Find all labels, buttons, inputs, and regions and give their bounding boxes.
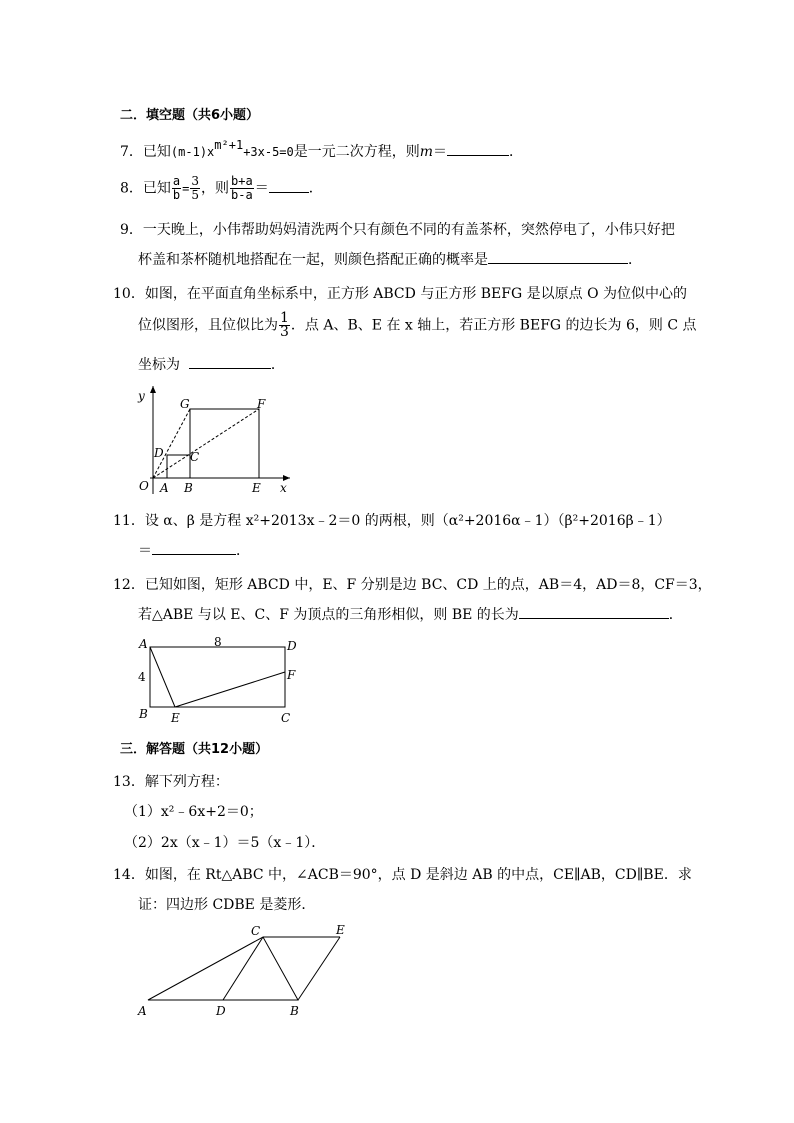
q14-number: 14． — [113, 867, 145, 883]
question-10-line2: 位似图形，且位似比为 $\frac{1}{3}$ ．点 A、B、E 在 x 轴上，若正方形 BEFG 的边长为 6，则 C 点 — [138, 310, 697, 340]
question-12: 12．已知如图，矩形 ABCD 中，E、F 分别是边 BC、CD 上的点，AB＝4，AD＝8，CF＝3， — [113, 577, 712, 593]
q12-figure — [135, 632, 305, 726]
svg-text:F: F — [287, 668, 296, 682]
q14-figure — [130, 920, 360, 1020]
svg-text:G: G — [180, 397, 190, 411]
answer-blank[interactable] — [152, 540, 236, 555]
svg-text:E: E — [252, 481, 261, 495]
svg-text:B: B — [139, 707, 148, 721]
q10-number: 10． — [113, 286, 145, 302]
q7-expression: (m-1)x — [170, 145, 215, 159]
svg-text:B: B — [290, 1004, 299, 1018]
question-10-line3: 坐标为 ． — [138, 354, 285, 374]
question-11-line2: ＝ ． — [138, 540, 250, 560]
q13-part1: （1）x²﹣6x+2＝0； — [124, 804, 263, 820]
svg-text:E: E — [336, 923, 345, 937]
svg-text:8: 8 — [214, 635, 222, 649]
question-9-line2: 杯盖和茶杯随机地搭配在一起，则颜色搭配正确的概率是 ． — [138, 249, 642, 269]
question-14: 14．如图，在 Rt△ABC 中，∠ACB＝90°，点 D 是斜边 AB 的中点，CE∥AB，CD∥BE．求 — [113, 867, 692, 883]
section-solve-title: 三．解答题（共12小题） — [120, 742, 269, 757]
question-14-line2: 证：四边形 CDBE 是菱形． — [138, 897, 316, 913]
q10-figure — [130, 382, 300, 500]
svg-text:B: B — [184, 481, 193, 495]
svg-text:D: D — [154, 446, 164, 460]
answer-blank[interactable] — [189, 354, 271, 369]
section-fill-title: 二．填空题（共6小题） — [120, 108, 260, 123]
svg-text:C: C — [251, 924, 261, 938]
question-10: 10．如图，在平面直角坐标系中，正方形 ABCD 与正方形 BEFG 是以原点 O 为位似中心的 — [113, 286, 688, 302]
answer-blank[interactable] — [269, 178, 309, 193]
answer-blank[interactable] — [447, 141, 509, 156]
question-9: 9．一天晚上，小伟帮助妈妈清洗两个只有颜色不同的有盖茶杯，突然停电了，小伟只好把 — [120, 222, 675, 238]
svg-text:A: A — [139, 637, 148, 651]
svg-text:D: D — [287, 639, 297, 653]
svg-text:A: A — [138, 1004, 147, 1018]
q11-number: 11． — [113, 513, 145, 529]
answer-blank[interactable] — [519, 604, 669, 619]
question-8: 8．已知 $\frac{a}{b}$ = $\frac{3}{5}$ ，则 $\frac{b+a}{b-a}$ ＝ ． — [120, 174, 323, 202]
svg-text:F: F — [257, 397, 266, 411]
q7-number: 7． — [120, 144, 143, 160]
question-7: 7．已知(m-1)xm²+1+3x-5=0是一元二次方程，则m＝ ． — [120, 138, 524, 160]
svg-text:E: E — [171, 711, 180, 725]
svg-text:y: y — [138, 389, 145, 403]
svg-text:O: O — [139, 479, 149, 493]
q8-number: 8． — [120, 180, 143, 197]
question-11: 11．设 α、β 是方程 x²+2013x﹣2＝0 的两根，则（α²+2016α﹣1）（β²+2016β﹣1） — [113, 513, 671, 529]
q12-number: 12． — [113, 577, 145, 593]
q13-number: 13． — [113, 774, 145, 790]
question-13: 13．解下列方程： — [113, 774, 229, 790]
svg-text:D: D — [216, 1004, 226, 1018]
svg-text:A: A — [160, 481, 169, 495]
q9-number: 9． — [120, 222, 143, 238]
answer-blank[interactable] — [488, 249, 628, 264]
question-12-line2: 若△ABE 与以 E、C、F 为顶点的三角形相似，则 BE 的长为 ． — [138, 604, 683, 624]
svg-text:4: 4 — [138, 670, 146, 684]
svg-text:C: C — [281, 711, 291, 725]
svg-text:x: x — [280, 481, 287, 495]
q13-part2: （2）2x（x﹣1）＝5（x﹣1）． — [124, 835, 326, 851]
svg-text:C: C — [190, 450, 200, 464]
